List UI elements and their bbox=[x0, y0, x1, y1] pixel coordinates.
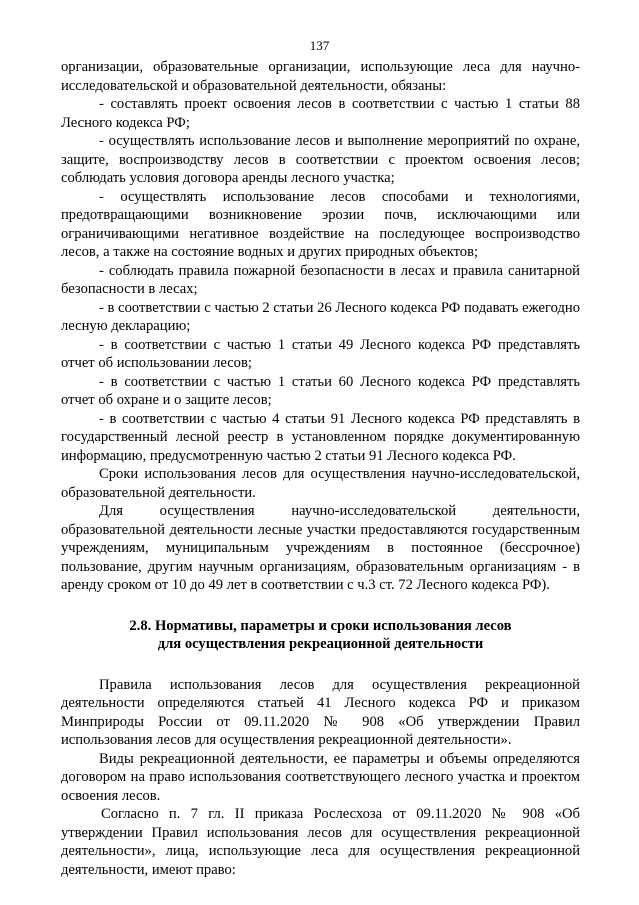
paragraph: организации, образовательные организации, использующие леса для научно-исследовательской и образовательной деятельности, обязаны: bbox=[61, 59, 580, 94]
paragraph: Виды рекреационной деятельности, ее параметры и объемы определяются договором на право использования соответствующего лесного участка и проектом освоения лесов. bbox=[61, 750, 580, 804]
paragraph: Правила использования лесов для осуществления рекреационной деятельности определяются статьей 41 Лесного кодекса РФ и приказом Минприроды России от 09.11.2020 № 908 «Об утверждении Правил использования лесов для осуществления рекреационной деятельности». bbox=[61, 676, 580, 748]
list-item: - в соответствии с частью 4 статьи 91 Лесного кодекса РФ представлять в государственный лесной реестр в установленном порядке документированную информацию, предусмотренную частью 2 статьи 91 Лесного кодекса РФ. bbox=[61, 410, 580, 464]
list-item: - в соответствии с частью 2 статьи 26 Лесного кодекса РФ подавать ежегодно лесную декларацию; bbox=[61, 299, 580, 334]
paragraph: Согласно п. 7 гл. II приказа Рослесхоза от 09.11.2020 № 908 «Об утверждении Правил использования лесов для осуществления рекреационной деятельности», лица, использующие леса для осуществления рекреационной деятельности, имеют право: bbox=[61, 806, 580, 878]
paragraph: Сроки использования лесов для осуществления научно-исследовательской, образовательной деятельности. bbox=[61, 466, 580, 501]
list-item: - в соответствии с частью 1 статьи 60 Лесного кодекса РФ представлять отчет об охране и о защите лесов; bbox=[61, 373, 580, 408]
list-item: - в соответствии с частью 1 статьи 49 Лесного кодекса РФ представлять отчет об использовании лесов; bbox=[61, 336, 580, 371]
list-item: - осуществлять использование лесов способами и технологиями, предотвращающими возникновение эрозии почв, исключающими или ограничивающими негативное воздействие на последующее воспроизводство лесов, а также на состояние водных и других природных объектов; bbox=[61, 188, 580, 260]
list-item: - осуществлять использование лесов и выполнение мероприятий по охране, защите, воспроизводству лесов в соответствии с проектом освоения лесов; соблюдать условия договора аренды лесного участка; bbox=[61, 133, 580, 186]
list-item: - составлять проект освоения лесов в соответствии с частью 1 статьи 88 Лесного кодекса РФ; bbox=[61, 96, 580, 131]
page-number: 137 bbox=[309, 38, 330, 53]
list-item: - соблюдать правила пожарной безопасности в лесах и правила санитарной безопасности в лесах; bbox=[61, 262, 580, 297]
section-heading bbox=[61, 617, 580, 654]
section-heading-line-1: 2.8. Нормативы, параметры и сроки использования лесов bbox=[129, 617, 512, 634]
document-body bbox=[61, 58, 580, 879]
paragraph: Для осуществления научно-исследовательской деятельности, образовательной деятельности лесные участки предоставляются государственным учреждениям, муниципальным учреждениям в постоянное (бессрочное) пользование, другим научным организациям, образовательным организациям - в аренду сроком от 10 до 49 лет в соответствии с ч.3 ст. 72 Лесного кодекса РФ). bbox=[61, 503, 580, 593]
section-heading-line-2: для осуществления рекреационной деятельности bbox=[157, 636, 484, 652]
